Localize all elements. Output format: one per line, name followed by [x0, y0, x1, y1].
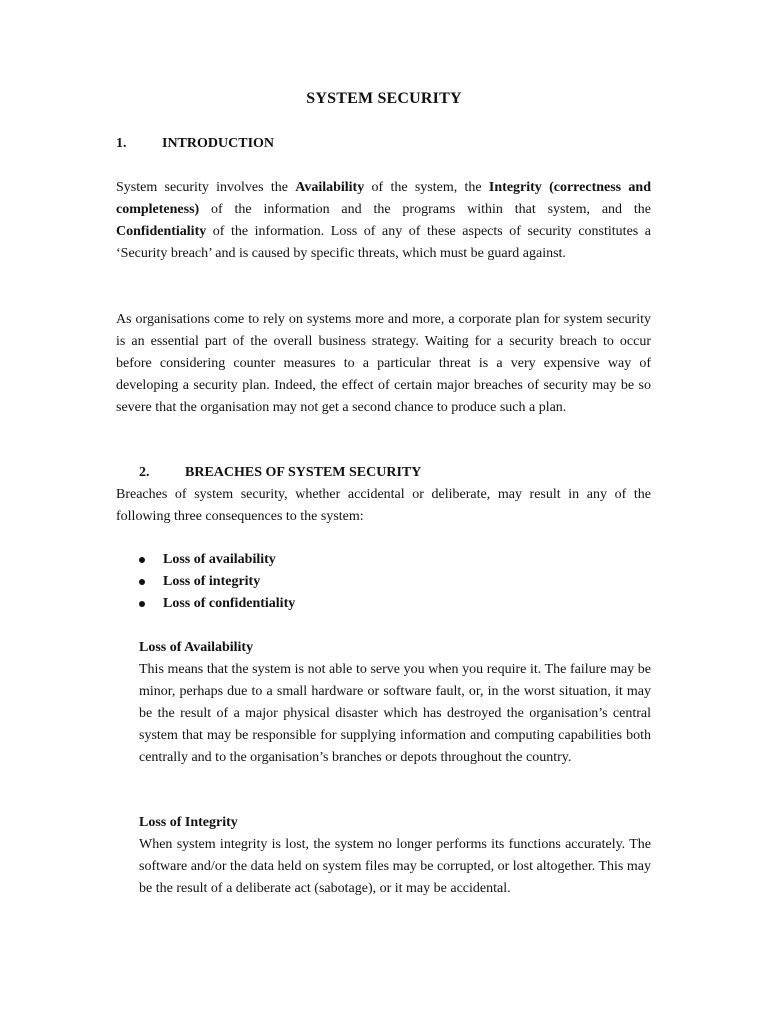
list-item	[139, 571, 295, 593]
intro-paragraph-1	[116, 177, 651, 265]
list-item	[139, 593, 295, 615]
list-item	[139, 549, 295, 571]
section-1-number: 1.	[116, 136, 127, 151]
document-title: SYSTEM SECURITY	[306, 90, 462, 107]
bullet-icon	[139, 601, 145, 607]
intro-p1-run-2: of the system, the	[364, 180, 489, 195]
bullet-icon	[139, 579, 145, 585]
intro-p1-run-0: System security involves the	[116, 180, 296, 195]
bullet-icon	[139, 557, 145, 563]
list-item-label: Loss of confidentiality	[163, 596, 296, 611]
intro-p1-run-5: Confidentiality	[116, 224, 207, 239]
section-2-number: 2.	[139, 465, 150, 480]
intro-paragraph-2: As organisations come to rely on systems more and more, a corporate plan for system security is an essential part of the overall business strategy. Waiting for a security breach to occur before considering counter measures to a particular threat is a very expensive way of developing a security plan. Indeed, the effect of certain major breaches of security may be so severe that the organisation may not get a second chance to produce such a plan.	[116, 312, 651, 415]
intro-p1-run-1: Availability	[295, 180, 365, 195]
loss-of-integrity-paragraph: When system integrity is lost, the system no longer performs its functions accurately. The software and/or the data held on system files may be corrupted, or lost altogether. This may be the result of a deliberate act (sabotage), or it may be accidental.	[139, 837, 651, 896]
breaches-intro-paragraph: Breaches of system security, whether accidental or deliberate, may result in any of the following three consequences to the system:	[116, 487, 651, 524]
loss-of-integrity-heading: Loss of Integrity	[139, 815, 238, 830]
intro-p1-run-6: of the information. Loss of any of these aspects of security constitutes a ‘Security breach’ and is caused by specific threats, which must be guard against.	[116, 224, 651, 261]
list-item-label: Loss of integrity	[163, 574, 261, 589]
loss-of-availability-heading: Loss of Availability	[139, 640, 254, 655]
section-2-heading	[139, 462, 421, 484]
intro-p1-run-3: Integrity (correctness and completeness)	[116, 180, 651, 217]
section-1-title: INTRODUCTION	[162, 136, 275, 151]
section-2-title: BREACHES OF SYSTEM SECURITY	[185, 465, 422, 480]
loss-of-availability-paragraph: This means that the system is not able to serve you when you require it. The failure may be minor, perhaps due to a small hardware or software fault, or, in the worst situation, it may be the result of a major physical disaster which has destroyed the organisation’s central system that may be responsible for supplying information and computing capabilities both centrally and to the organisation’s branches or depots throughout the country.	[139, 662, 651, 765]
section-1-heading	[116, 133, 274, 155]
intro-p1-run-4: of the information and the programs within that system, and the	[199, 202, 651, 217]
list-item-label: Loss of availability	[163, 552, 276, 567]
consequences-list	[139, 549, 295, 615]
